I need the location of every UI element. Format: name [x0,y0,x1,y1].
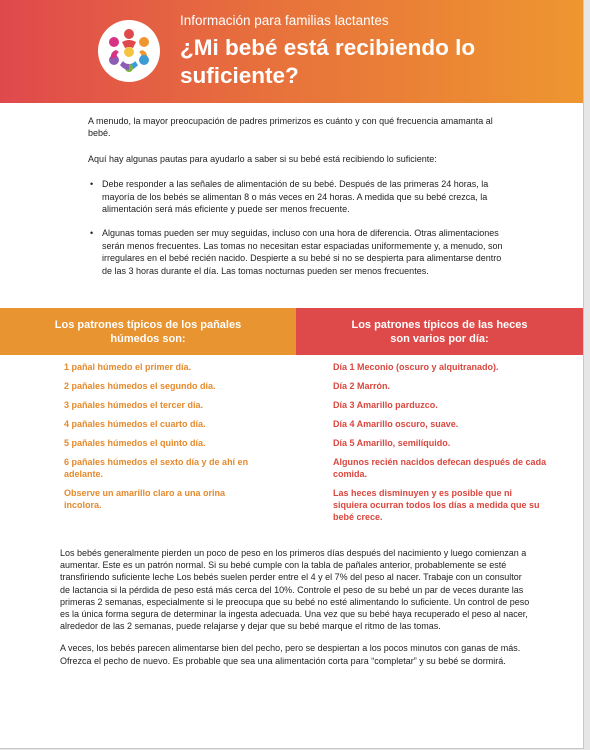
guideline-bullet: • Debe responder a las señales de alimentación de su bebé. Después de las primeras 24 horas, la mayoría de los bebés se alimentan 8 o más veces en 24 horas. A medida que su bebé crezca, la alimentación será más eficiente y puede ser menos frecuente. [88,178,508,215]
stools-heading [296,308,583,355]
stool-item: Día 2 Marrón. [333,381,391,391]
body-paragraph: Los bebés generalmente pierden un poco de peso en los primeros días después del nacimiento y luego comienzan a aumentar. Este es un patrón normal. Si su bebé cumple con la tabla de pañales anterior, probablemente se esté transfiriendo suficiente leche Los bebés suelen perder entre el 4 y el 7% del peso al nacer. Trabaje con un consultor de lactancia si la pérdida de peso está más cerca del 10%. Controle el peso de su bebé un par de veces durante las primeras 2 semanas, especialmente si le preocupa que su bebé no esté alimentando lo suficiente. Un control de peso es la única forma segura de determinar la ingesta adecuada. Una vez que su bebé haya recuperado el peso al nacer, alrededor de las 2 semanas, puede relajarse y dejar que su bebé marque el ritmo de las tomas. [60,548,530,632]
diaper-item: 3 pañales húmedos el tercer día. [64,400,204,410]
diaper-item: 5 pañales húmedos el quinto día. [64,438,206,448]
body-paragraph: A veces, los bebés parecen alimentarse bien del pecho, pero se despiertan a los pocos minutos con ganas de más. Ofrezca el pecho de nuevo. Es probable que sea una alimentación corta para “completar” y su bebé se dormirá. [60,643,521,666]
intro-paragraph: Aquí hay algunas pautas para ayudarlo a saber si su bebé está recibiendo lo suficiente: [88,153,437,164]
stool-item: Algunos recién nacidos defecan después de cada comida. [333,457,547,479]
diaper-item: 6 pañales húmedos el sexto día y de ahí en adelante. [64,457,249,479]
diaper-item: Observe un amarillo claro a una orina incolora. [64,488,226,510]
stool-item: Las heces disminuyen y es posible que ni siquiera ocurran todos los días a medida que su bebé crece. [333,488,540,522]
diapers-heading [0,308,296,355]
stool-item: Día 1 Meconio (oscuro y alquitranado). [333,362,499,372]
diaper-item: 2 pañales húmedos el segundo día. [64,381,216,391]
guidelines-list [88,178,508,277]
body-section [60,547,530,677]
diaper-item: 4 pañales húmedos el cuarto día. [64,419,206,429]
header-subtitle: Información para familias lactantes [180,13,389,28]
diaper-item: 1 pañal húmedo el primer día. [64,362,192,372]
stool-item: Día 4 Amarillo oscuro, suave. [333,419,459,429]
stools-heading-text: Los patrones típicos de las heces son varios por día: [351,318,528,345]
diapers-list [64,361,264,518]
intro-paragraph: A menudo, la mayor preocupación de padres primerizos es cuánto y con qué frecuencia amamanta al bebé. [88,116,493,139]
family-logo-icon [98,20,160,82]
stool-item: Día 3 Amarillo parduzco. [333,400,438,410]
header-banner [0,0,583,103]
stool-item: Día 5 Amarillo, semilíquido. [333,438,451,448]
intro-section [88,115,508,289]
diapers-heading-text: Los patrones típicos de los pañales húmedos son: [54,318,242,345]
page-title: ¿Mi bebé está recibiendo lo suficiente? [180,35,476,88]
stools-list [333,361,548,530]
guideline-bullet: • Algunas tomas pueden ser muy seguidas, incluso con una hora de diferencia. Otras alimentaciones serán menos frecuentes. Las tomas no necesitan estar espaciadas uniformemente y, a menudo, son irregulares en el bebé recién nacido. Despierte a su bebé si no se despierta para alimentarse dentro de las 3 horas durante el día. Las tomas nocturnas pueden ser menos frecuentes. [88,227,508,277]
